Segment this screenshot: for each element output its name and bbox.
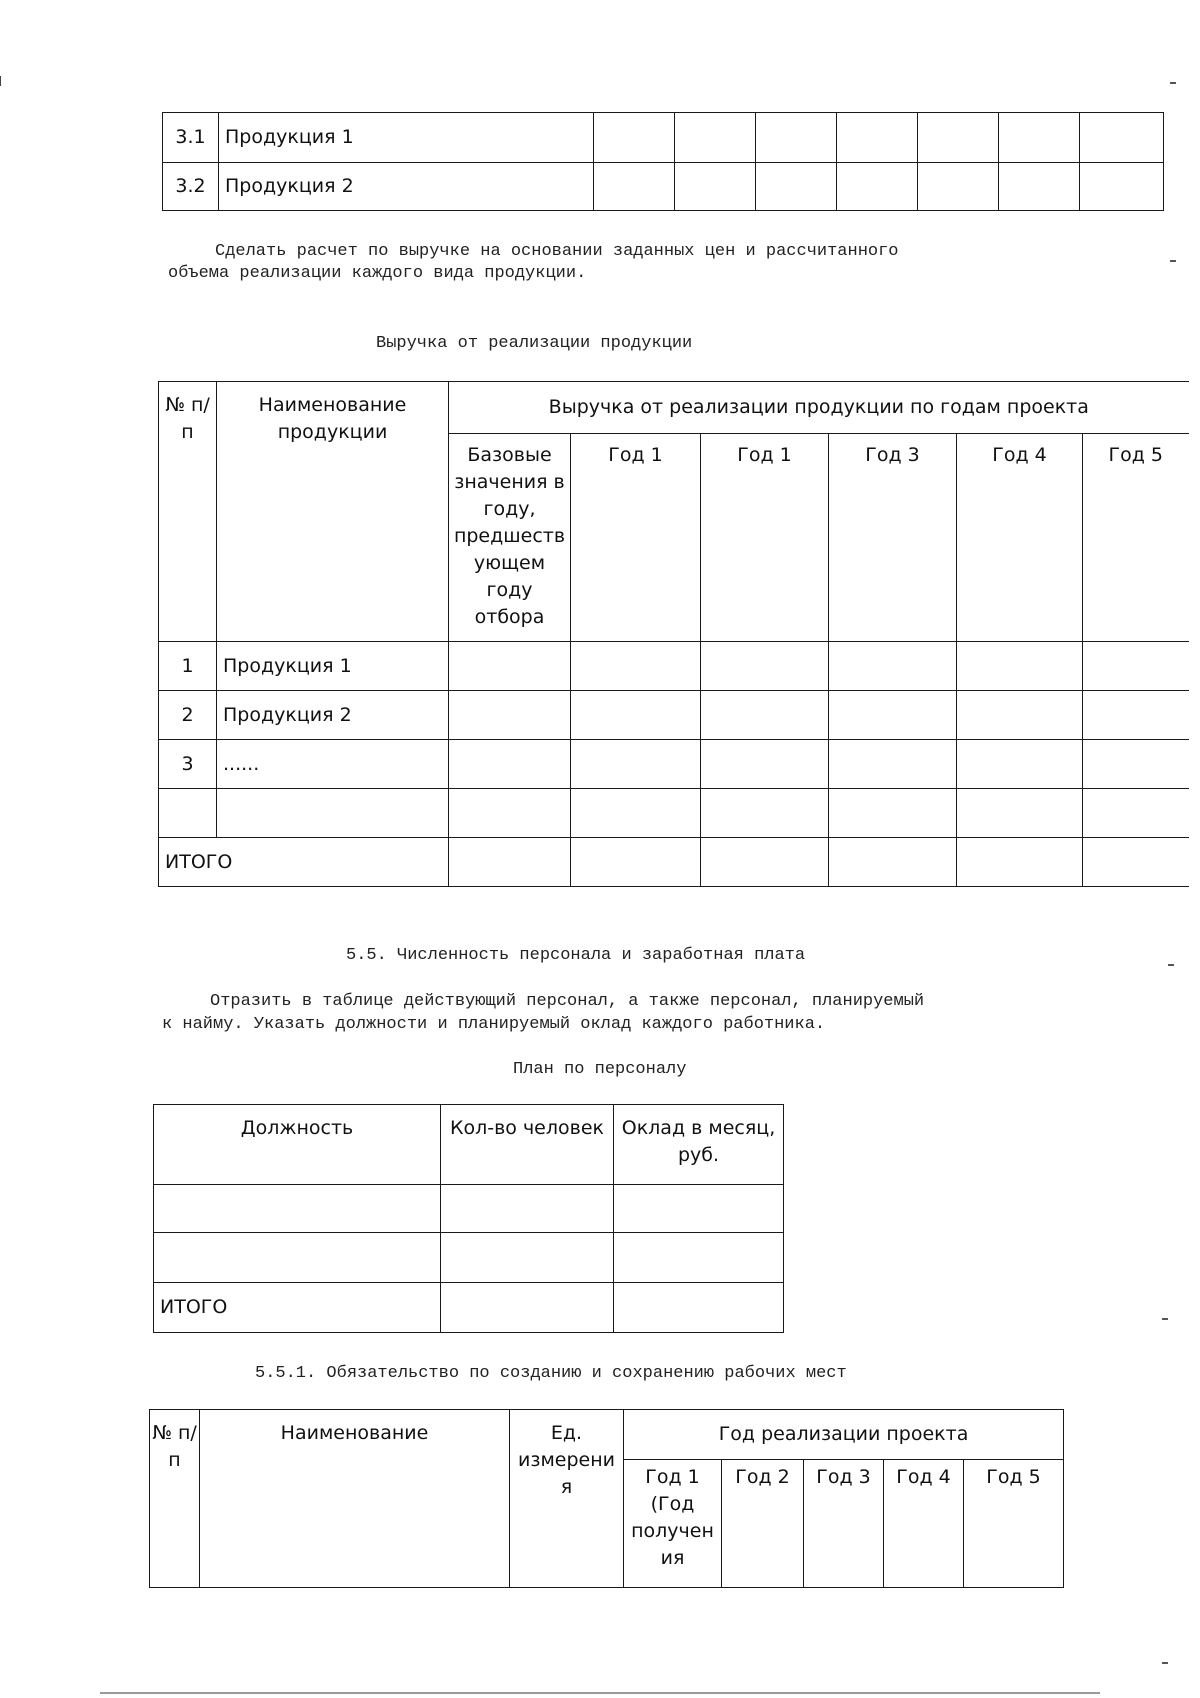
products-table-top — [162, 112, 1164, 211]
scan-mark — [0, 76, 1, 86]
paragraph-line: Отразить в таблице действующий персонал, а также персонал, планируемый — [210, 992, 925, 1011]
header-count: Кол-во человек — [441, 1105, 614, 1185]
table-row-total — [154, 1283, 784, 1333]
row-number: 3.2 — [163, 163, 219, 211]
table-row — [159, 642, 1189, 691]
header-base-values: Базовые значения в году, предшеств ующем году отбора — [449, 434, 571, 642]
table-row — [163, 113, 1164, 163]
product-name: Продукция 1 — [219, 113, 594, 163]
revenue-table — [158, 381, 1189, 887]
total-label: ИТОГО — [154, 1283, 441, 1333]
header-salary: Оклад в месяц, руб. — [614, 1105, 784, 1185]
product-name: ...... — [217, 740, 449, 789]
table-caption: Выручка от реализации продукции — [376, 334, 693, 353]
scan-mark — [1170, 82, 1176, 84]
product-name: Продукция 2 — [219, 163, 594, 211]
header-year: Год 4 — [884, 1460, 964, 1588]
section-title: 5.5. Численность персонала и заработная плата — [346, 946, 806, 965]
row-number: 1 — [159, 642, 217, 691]
table-row — [159, 740, 1189, 789]
jobs-table — [149, 1409, 1064, 1588]
scan-mark — [1162, 1662, 1168, 1664]
paragraph-line: к найму. Указать должности и планируемый оклад каждого работника. — [162, 1015, 826, 1034]
table-caption: План по персоналу — [513, 1060, 687, 1079]
header-number: № п/п — [159, 382, 217, 642]
header-year: Год 3 — [829, 434, 957, 642]
table-row-total — [159, 838, 1189, 887]
header-year: Год 1 — [571, 434, 701, 642]
scan-edge — [100, 1692, 1100, 1694]
table-row — [154, 1185, 784, 1233]
paragraph-line: Сделать расчет по выручке на основании заданных цен и рассчитанного — [215, 242, 899, 261]
scan-mark — [1162, 1318, 1168, 1320]
product-name: Продукция 2 — [217, 691, 449, 740]
header-year: Год 3 — [804, 1460, 884, 1588]
header-position: Должность — [154, 1105, 441, 1185]
row-number: 3.1 — [163, 113, 219, 163]
header-year: Год 1 — [701, 434, 829, 642]
header-name: Наименование — [200, 1410, 510, 1588]
paragraph-line: объема реализации каждого вида продукции. — [168, 264, 587, 283]
total-label: ИТОГО — [159, 838, 449, 887]
product-name: Продукция 1 — [217, 642, 449, 691]
section-title: 5.5.1. Обязательство по созданию и сохранению рабочих мест — [255, 1364, 847, 1383]
scan-mark — [1168, 964, 1174, 966]
header-number: № п/п — [150, 1410, 200, 1588]
table-row — [159, 691, 1189, 740]
table-row — [163, 163, 1164, 211]
header-year: Год 4 — [957, 434, 1083, 642]
header-year: Год 5 — [964, 1460, 1064, 1588]
header-year: Год 1 (Год получен ия — [624, 1460, 722, 1588]
header-year: Год 5 — [1083, 434, 1189, 642]
header-revenue-group: Выручка от реализации продукции по годам проекта — [449, 382, 1189, 434]
table-row — [159, 789, 1189, 838]
header-unit: Ед. измерени я — [510, 1410, 624, 1588]
header-year: Год 2 — [722, 1460, 804, 1588]
table-row — [154, 1233, 784, 1283]
row-number: 2 — [159, 691, 217, 740]
header-project-year-group: Год реализации проекта — [624, 1410, 1064, 1460]
header-product-name: Наименование продукции — [217, 382, 449, 642]
staff-table — [153, 1104, 784, 1333]
row-number: 3 — [159, 740, 217, 789]
scan-mark — [1170, 260, 1176, 262]
